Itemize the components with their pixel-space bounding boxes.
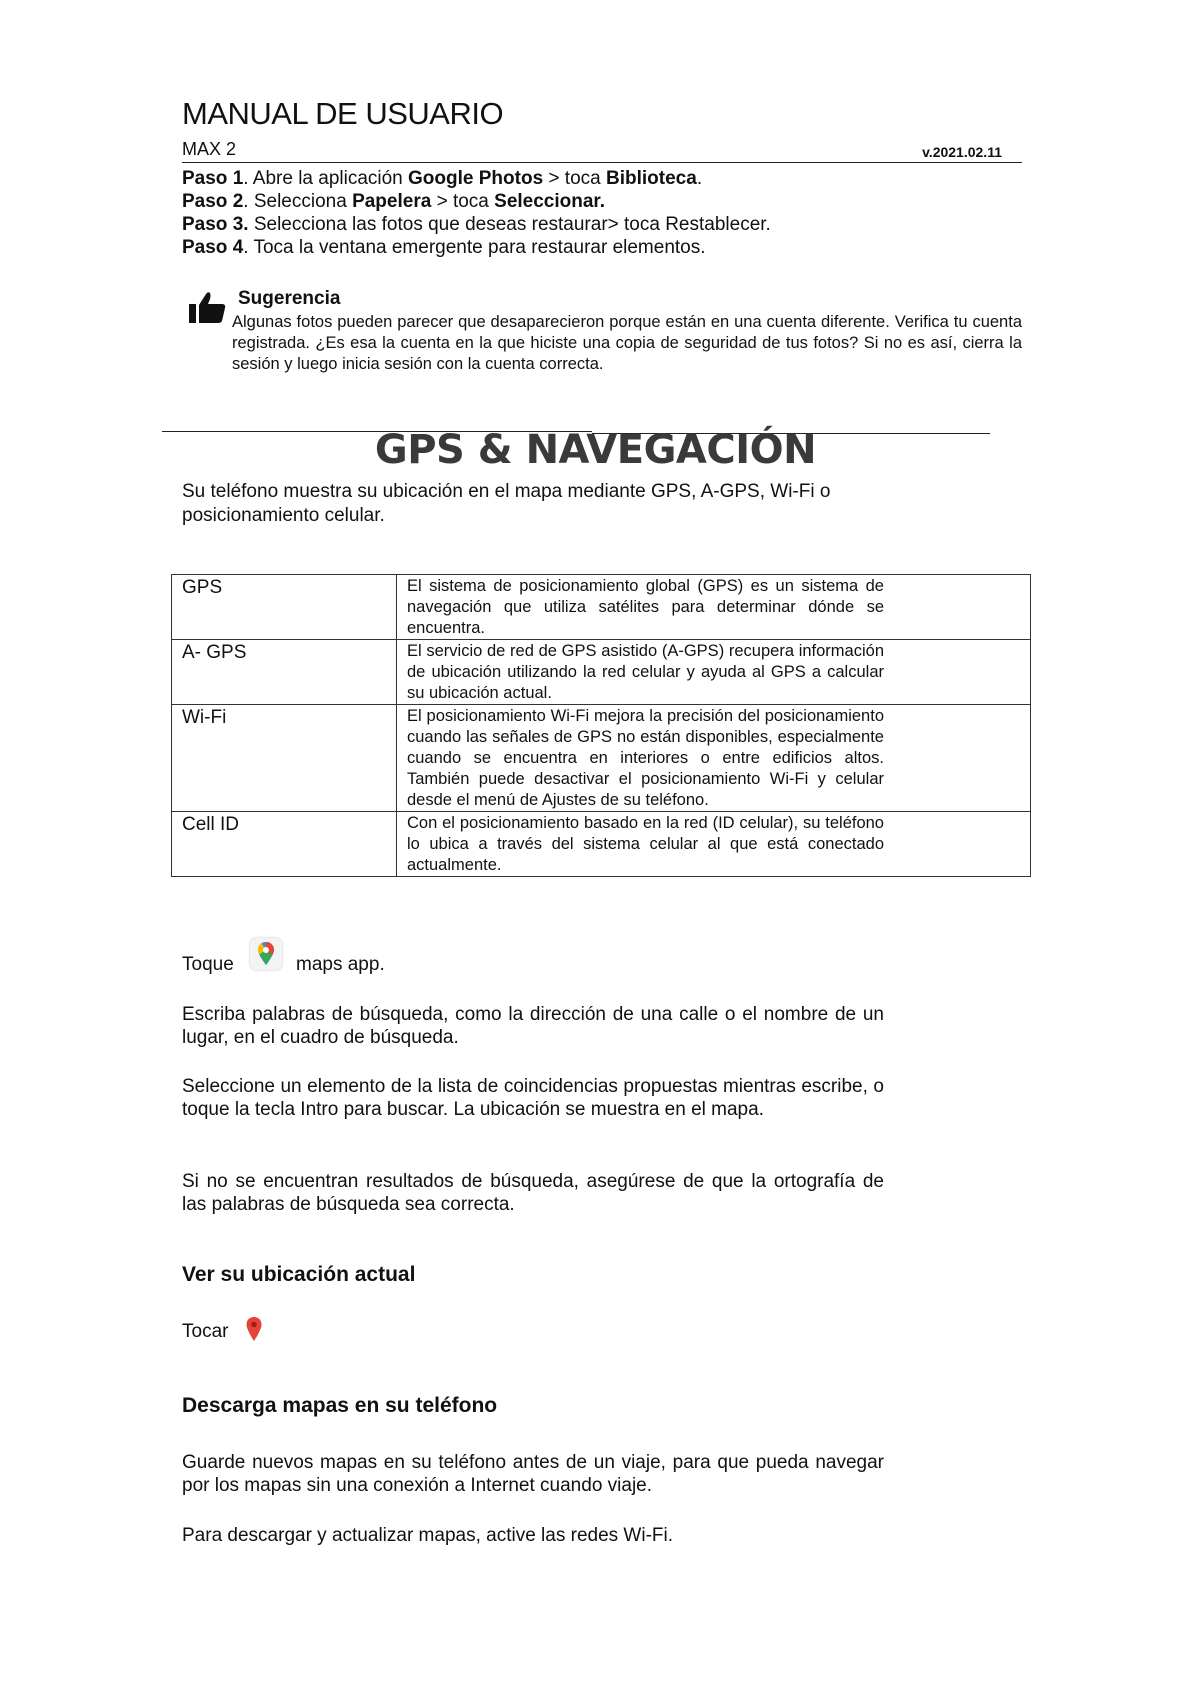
table-term: GPS <box>172 575 397 640</box>
google-maps-glyph <box>250 938 282 970</box>
tip-text: Algunas fotos pueden parecer que desaparecieron porque están en una cuenta diferente. Verifica tu cuenta registrada. ¿Es esa la cuenta en la que hiciste una copia de seguridad de tus fotos? Si no es así, cierra la sesión y luego inicia sesión con la cuenta correcta. <box>232 313 1022 373</box>
maps-tap-prefix: Toque <box>182 954 234 975</box>
table-desc: El servicio de red de GPS asistido (A-GPS) recupera información de ubicación utilizando la red celular y ayuda al GPS a calcular su ubicación actual. <box>397 640 1031 705</box>
download-heading: Descarga mapas en su teléfono <box>182 1394 498 1417</box>
step-4: Paso 4. Toca la ventana emergente para restaurar elementos. <box>182 237 706 258</box>
maps-paragraph-1: Escriba palabras de búsqueda, como la dirección de una calle o el nombre de un lugar, en el cuadro de búsqueda. <box>182 1004 884 1048</box>
steps-list <box>182 167 771 259</box>
table-desc: El sistema de posicionamiento global (GPS) es un sistema de navegación que utiliza satélites para determinar dónde se encuentra. <box>397 575 1031 640</box>
tip-title: Sugerencia <box>238 288 341 309</box>
manual-title: MANUAL DE USUARIO <box>182 96 504 131</box>
positioning-table <box>171 574 1031 877</box>
table-term: Wi-Fi <box>172 705 397 812</box>
model-name: MAX 2 <box>182 139 237 159</box>
table-row <box>172 575 1031 640</box>
maps-tap-suffix: maps app. <box>296 954 385 975</box>
table-term: A- GPS <box>172 640 397 705</box>
step-2: Paso 2. Selecciona Papelera > toca Seleccionar. <box>182 191 606 212</box>
location-tap-label: Tocar <box>182 1321 229 1342</box>
section-title: GPS & NAVEGACIÓN <box>374 427 817 473</box>
step-3: Paso 3. Selecciona las fotos que deseas restaurar> toca Restablecer. <box>182 214 771 235</box>
google-maps-icon[interactable] <box>250 938 282 970</box>
download-paragraph-1: Guarde nuevos mapas en su teléfono antes de un viaje, para que pueda navegar por los mapas sin una conexión a Internet cuando viaje. <box>182 1452 884 1496</box>
version-label: v.2021.02.11 <box>922 144 1002 160</box>
location-heading: Ver su ubicación actual <box>182 1263 416 1286</box>
download-paragraph-2: Para descargar y actualizar mapas, active las redes Wi-Fi. <box>182 1525 674 1546</box>
maps-paragraph-3: Si no se encuentran resultados de búsqueda, asegúrese de que la ortografía de las palabras de búsqueda sea correcta. <box>182 1171 884 1215</box>
header-divider <box>182 162 1022 163</box>
thumbs-up-icon <box>188 290 228 326</box>
table-term: Cell ID <box>172 812 397 877</box>
section-intro: Su teléfono muestra su ubicación en el mapa mediante GPS, A-GPS, Wi-Fi o posicionamiento celular. <box>182 481 831 526</box>
step-1: Paso 1. Abre la aplicación Google Photos > toca Biblioteca. <box>182 168 703 189</box>
maps-paragraph-2: Seleccione un elemento de la lista de coincidencias propuestas mientras escribe, o toque la tecla Intro para buscar. La ubicación se muestra en el mapa. <box>182 1076 884 1120</box>
table-row <box>172 705 1031 812</box>
table-desc: Con el posicionamiento basado en la red (ID celular), su teléfono lo ubica a través del sistema celular al que está conectado actualmente. <box>397 812 1031 877</box>
table-row <box>172 640 1031 705</box>
table-desc: El posicionamiento Wi-Fi mejora la precisión del posicionamiento cuando las señales de GPS no están disponibles, especialmente cuando se encuentra en interiores o entre edificios altos. También puede desactivar el posicionamiento Wi-Fi y celular desde el menú de Ajustes de su teléfono. <box>397 705 1031 812</box>
table-row <box>172 812 1031 877</box>
location-pin-icon[interactable] <box>245 1316 263 1342</box>
